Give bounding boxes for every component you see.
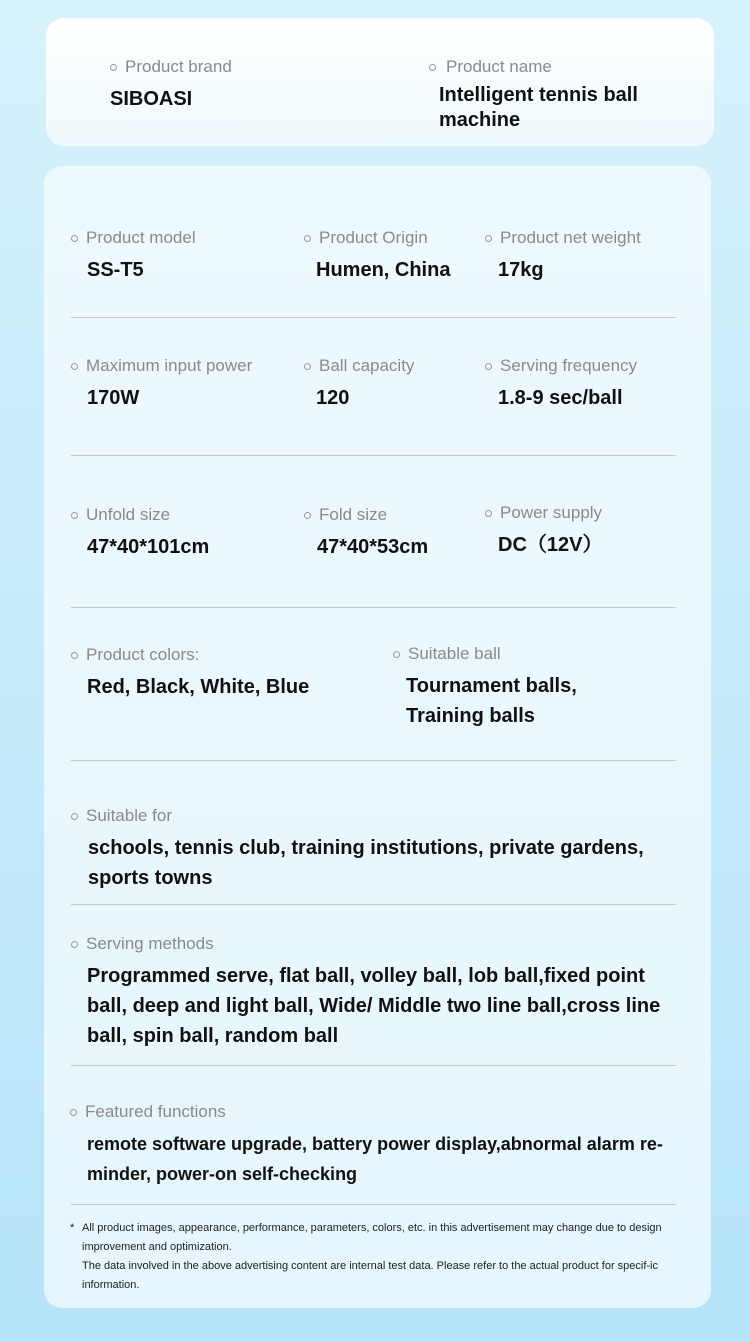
disclaimer-line-1: All product images, appearance, performance, parameters, colors, etc. in this advertisement may change due to design improvement and optimization. — [82, 1222, 662, 1253]
divider — [71, 904, 676, 905]
spec-weight — [485, 227, 641, 285]
frequency-value: 1.8-9 sec/ball — [498, 387, 623, 409]
unfold-label: Unfold size — [71, 504, 209, 526]
origin-label: Product Origin — [304, 227, 450, 249]
frequency-label: Serving frequency — [485, 355, 637, 377]
fold-value: 47*40*53cm — [317, 536, 429, 558]
methods-label: Serving methods — [71, 933, 671, 955]
spec-fold — [304, 504, 428, 562]
weight-label: Product net weight — [485, 227, 641, 249]
brand-label: Product brand — [110, 56, 232, 78]
divider — [71, 455, 676, 456]
fold-label: Fold size — [304, 504, 428, 526]
weight-value: 17kg — [498, 259, 544, 281]
colors-value: Red, Black, White, Blue — [87, 676, 310, 698]
unfold-value: 47*40*101cm — [87, 536, 210, 558]
divider — [71, 760, 676, 761]
brand-value: SIBOASI — [110, 88, 193, 110]
spec-power — [71, 355, 252, 413]
model-value: SS-T5 — [87, 259, 144, 281]
spec-origin — [304, 227, 450, 285]
divider — [71, 607, 676, 608]
name-label: Product name — [429, 56, 669, 78]
methods-value: Programmed serve, flat ball, volley ball, lob ball,fixed point ball, deep and light ball, Wide/ Middle two line ball,cross line ball, spin ball, random ball — [87, 965, 661, 1047]
model-label: Product model — [71, 227, 196, 249]
spec-model — [71, 227, 196, 285]
ball-label: Suitable ball — [393, 643, 613, 665]
capacity-value: 120 — [316, 387, 350, 409]
divider — [71, 1204, 676, 1205]
power-label: Maximum input power — [71, 355, 252, 377]
disclaimer-line-2: The data involved in the above advertising content are internal test data. Please refer to the actual product for specif-ic information. — [82, 1260, 659, 1291]
supply-value: DC（12V） — [498, 534, 603, 556]
spec-colors — [71, 644, 309, 702]
divider — [71, 1065, 676, 1066]
divider — [71, 317, 676, 318]
suitable-for-label: Suitable for — [71, 805, 671, 827]
functions-label: Featured functions — [70, 1101, 670, 1123]
spec-methods — [71, 933, 671, 1051]
spec-unfold — [71, 504, 209, 562]
spec-functions — [70, 1101, 670, 1189]
colors-label: Product colors: — [71, 644, 309, 666]
spec-suitable-for — [71, 805, 671, 893]
power-value: 170W — [87, 387, 140, 409]
brand-field — [110, 56, 232, 114]
name-value: Intelligent tennis ball machine — [439, 84, 638, 131]
spec-ball — [393, 643, 613, 731]
origin-value: Humen, China — [316, 259, 451, 281]
name-field — [429, 56, 669, 133]
functions-value: remote software upgrade, battery power display,abnormal alarm re-minder, power-on self-checking — [87, 1134, 663, 1184]
supply-label: Power supply — [485, 502, 602, 524]
spec-capacity — [304, 355, 414, 413]
suitable-for-value: schools, tennis club, training institutions, private gardens, sports towns — [88, 837, 644, 889]
ball-value: Tournament balls, Training balls — [406, 675, 577, 727]
disclaimer-star: * — [70, 1222, 75, 1234]
capacity-label: Ball capacity — [304, 355, 414, 377]
spec-supply — [485, 502, 602, 560]
disclaimer — [70, 1219, 680, 1295]
spec-frequency — [485, 355, 637, 413]
